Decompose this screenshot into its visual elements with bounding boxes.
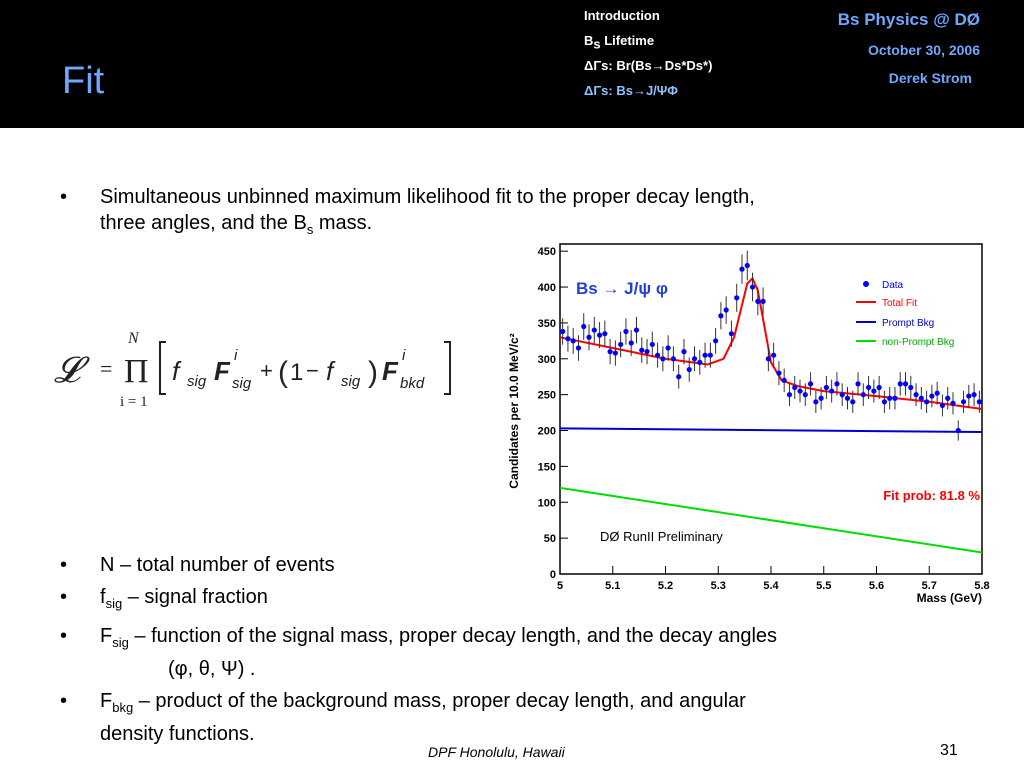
bullet-text: three angles, and the B <box>100 212 307 234</box>
data-point <box>787 392 792 397</box>
data-point <box>671 356 676 361</box>
data-point <box>655 353 660 358</box>
nav-item-br-bs-dsds[interactable]: ΔΓs: Br(Bs→Ds*Ds*) <box>584 58 713 73</box>
data-point <box>940 403 945 408</box>
nav-label: Lifetime <box>600 33 655 48</box>
legend-data: Data <box>882 280 904 291</box>
data-point <box>803 392 808 397</box>
data-point <box>713 338 718 343</box>
formula-Fbkd-sup: i <box>402 347 406 364</box>
x-tick-label: 5.7 <box>921 580 937 592</box>
y-tick-label: 150 <box>537 461 556 474</box>
x-tick-label: 5 <box>556 580 564 592</box>
data-point <box>956 428 961 433</box>
y-tick-label: 50 <box>543 533 556 546</box>
data-point <box>644 349 649 354</box>
data-point <box>602 331 607 336</box>
data-point <box>808 381 813 386</box>
topic-title: Bs Physics @ DØ <box>837 10 980 29</box>
data-point <box>924 399 929 404</box>
formula-lhs: 𝓛 <box>54 350 81 390</box>
data-point <box>898 381 903 386</box>
formula-plus: + <box>260 358 273 383</box>
data-point <box>592 327 597 332</box>
y-tick-label: 100 <box>537 497 556 510</box>
x-axis-label: Mass (GeV) <box>916 591 982 605</box>
data-point <box>639 348 644 353</box>
data-point <box>676 374 681 379</box>
formula-product: Π <box>124 353 149 390</box>
data-point <box>882 399 887 404</box>
list-item <box>60 688 777 747</box>
data-point <box>782 378 787 383</box>
data-point <box>623 329 628 334</box>
section-nav <box>584 8 712 108</box>
formula-minus: − <box>306 358 319 383</box>
data-point <box>892 396 897 401</box>
data-point <box>718 313 723 318</box>
data-point <box>950 401 955 406</box>
x-tick-label: 5.3 <box>710 580 726 592</box>
y-tick-label: 0 <box>549 569 556 581</box>
bullet-text: – signal fraction <box>122 586 268 608</box>
formula-F: F <box>214 356 230 386</box>
bullet-sub: bkg <box>112 700 134 715</box>
data-point <box>634 327 639 332</box>
data-point <box>576 345 581 350</box>
legend-nonprompt-bkg: non-Prompt Bkg <box>882 337 955 348</box>
likelihood-formula <box>50 330 470 420</box>
y-tick-label: 300 <box>537 353 556 366</box>
data-point <box>813 399 818 404</box>
formula-fsig2-sub: sig <box>341 373 361 390</box>
y-tick-label: 350 <box>537 317 556 330</box>
data-point <box>871 388 876 393</box>
x-tick-label: 5.4 <box>763 580 779 592</box>
data-point <box>776 371 781 376</box>
data-point <box>650 342 655 347</box>
x-tick-label: 5.8 <box>974 580 990 592</box>
data-point <box>565 336 570 341</box>
formula-fsig-sub: sig <box>187 373 207 390</box>
nav-item-bs-lifetime[interactable] <box>584 33 712 58</box>
footer-venue: DPF Honolulu, Hawaii <box>428 744 565 760</box>
data-point <box>692 356 697 361</box>
bullet-text: mass. <box>313 212 373 234</box>
bullet-text: Simultaneous unbinned maximum likelihood fit to the proper decay length, <box>100 186 755 208</box>
intro-bullet-list <box>60 184 755 243</box>
data-point <box>581 324 586 329</box>
data-point <box>845 396 850 401</box>
data-point <box>840 392 845 397</box>
data-point <box>919 396 924 401</box>
formula-lparen: ( <box>278 356 288 389</box>
right-bracket <box>444 342 450 394</box>
data-point <box>697 360 702 365</box>
legend-prompt-bkg: Prompt Bkg <box>882 318 935 329</box>
formula-Fbkd-sub: bkd <box>400 375 425 392</box>
data-point <box>766 356 771 361</box>
x-tick-label: 5.5 <box>816 580 832 592</box>
x-tick-label: 5.6 <box>868 580 885 592</box>
bullet-text: – function of the signal mass, proper decay length, and the decay angles <box>128 625 778 647</box>
data-point <box>866 385 871 390</box>
data-point <box>887 396 892 401</box>
data-point <box>966 393 971 398</box>
data-point <box>660 356 665 361</box>
bullet-text: F <box>100 690 113 712</box>
data-point <box>724 307 729 312</box>
data-point <box>903 381 908 386</box>
formula-F2: F <box>382 356 398 386</box>
data-point <box>908 385 913 390</box>
data-point <box>929 393 934 398</box>
data-point <box>771 353 776 358</box>
nav-label: B <box>584 33 594 48</box>
data-point <box>739 267 744 272</box>
data-point <box>560 329 565 334</box>
list-item <box>60 584 777 617</box>
formula-lower: i = 1 <box>120 394 148 410</box>
header-meta <box>838 10 980 86</box>
data-point <box>819 396 824 401</box>
bullet-text: F <box>100 625 113 647</box>
slide-header <box>0 0 1024 128</box>
data-point <box>755 299 760 304</box>
data-point <box>734 295 739 300</box>
data-point <box>961 399 966 404</box>
data-point <box>613 350 618 355</box>
list-item <box>60 184 755 243</box>
date-label: October 30, 2006 <box>867 42 980 58</box>
page-number: 31 <box>940 742 958 759</box>
data-point <box>608 349 613 354</box>
bullet-continuation: density functions. <box>100 723 255 745</box>
nav-item-bs-jpsi-phi[interactable]: ΔΓs: Bs→J/ΨΦ <box>584 83 678 98</box>
author-label: Derek Strom <box>888 70 972 86</box>
data-point <box>618 342 623 347</box>
data-point <box>760 299 765 304</box>
data-point <box>855 381 860 386</box>
data-point <box>681 349 686 354</box>
bullet-sub: sig <box>105 596 123 611</box>
formula-Fsig-sup: i <box>234 347 238 364</box>
formula-upper: N <box>128 330 139 347</box>
formula-fsig2: f <box>326 356 334 386</box>
data-point <box>702 353 707 358</box>
formula-equals: = <box>100 356 113 381</box>
data-point <box>586 335 591 340</box>
y-axis-label: Candidates per 10.0 MeV/c² <box>507 333 521 489</box>
data-point <box>861 392 866 397</box>
bullet-sub: sig <box>112 635 129 650</box>
x-tick-label: 5.2 <box>657 580 674 592</box>
data-point <box>597 333 602 338</box>
definition-bullet-list <box>60 552 777 747</box>
list-item <box>60 623 777 682</box>
bullet-text: – product of the background mass, proper decay length, and angular <box>133 690 746 712</box>
y-tick-label: 450 <box>537 246 556 259</box>
data-point <box>750 284 755 289</box>
formula-fsig: f <box>172 356 180 386</box>
data-point <box>729 331 734 336</box>
data-point <box>829 388 834 393</box>
bullet-text: N – total number of events <box>100 554 335 576</box>
legend-data-marker <box>863 281 869 287</box>
data-point <box>977 399 982 404</box>
bullet-text: f <box>100 586 106 608</box>
fit-prob-annotation: Fit prob: 81.8 % <box>883 488 980 503</box>
data-point <box>971 392 976 397</box>
data-point <box>850 399 855 404</box>
left-bracket <box>160 342 166 394</box>
formula-rparen: ) <box>368 356 378 389</box>
y-tick-label: 200 <box>537 425 556 438</box>
y-tick-label: 400 <box>537 282 556 295</box>
nav-label-sub: s <box>593 36 601 52</box>
data-point <box>687 367 692 372</box>
prelim-annotation: DØ RunII Preliminary <box>600 529 723 544</box>
data-point <box>945 396 950 401</box>
data-point <box>629 340 634 345</box>
data-point <box>834 381 839 386</box>
data-point <box>745 263 750 268</box>
x-tick-label: 5.1 <box>605 580 621 592</box>
list-item <box>60 552 777 578</box>
data-point <box>571 338 576 343</box>
data-point <box>797 388 802 393</box>
data-point <box>877 385 882 390</box>
data-point <box>913 392 918 397</box>
formula-Fsig-sub: sig <box>232 375 252 392</box>
bullet-sub: s <box>306 222 314 237</box>
legend-total-fit: Total Fit <box>882 298 918 309</box>
data-point <box>824 385 829 390</box>
data-point <box>666 345 671 350</box>
plot-title: Bs → J/ψ φ <box>576 279 669 298</box>
data-point <box>708 353 713 358</box>
page-title: Fit <box>62 60 105 102</box>
y-tick-label: 250 <box>537 389 556 402</box>
data-point <box>792 385 797 390</box>
formula-one: 1 <box>290 359 304 386</box>
bullet-continuation: (φ, θ, Ψ) . <box>168 658 256 680</box>
nav-item-introduction[interactable]: Introduction <box>584 8 660 23</box>
data-point <box>935 391 940 396</box>
